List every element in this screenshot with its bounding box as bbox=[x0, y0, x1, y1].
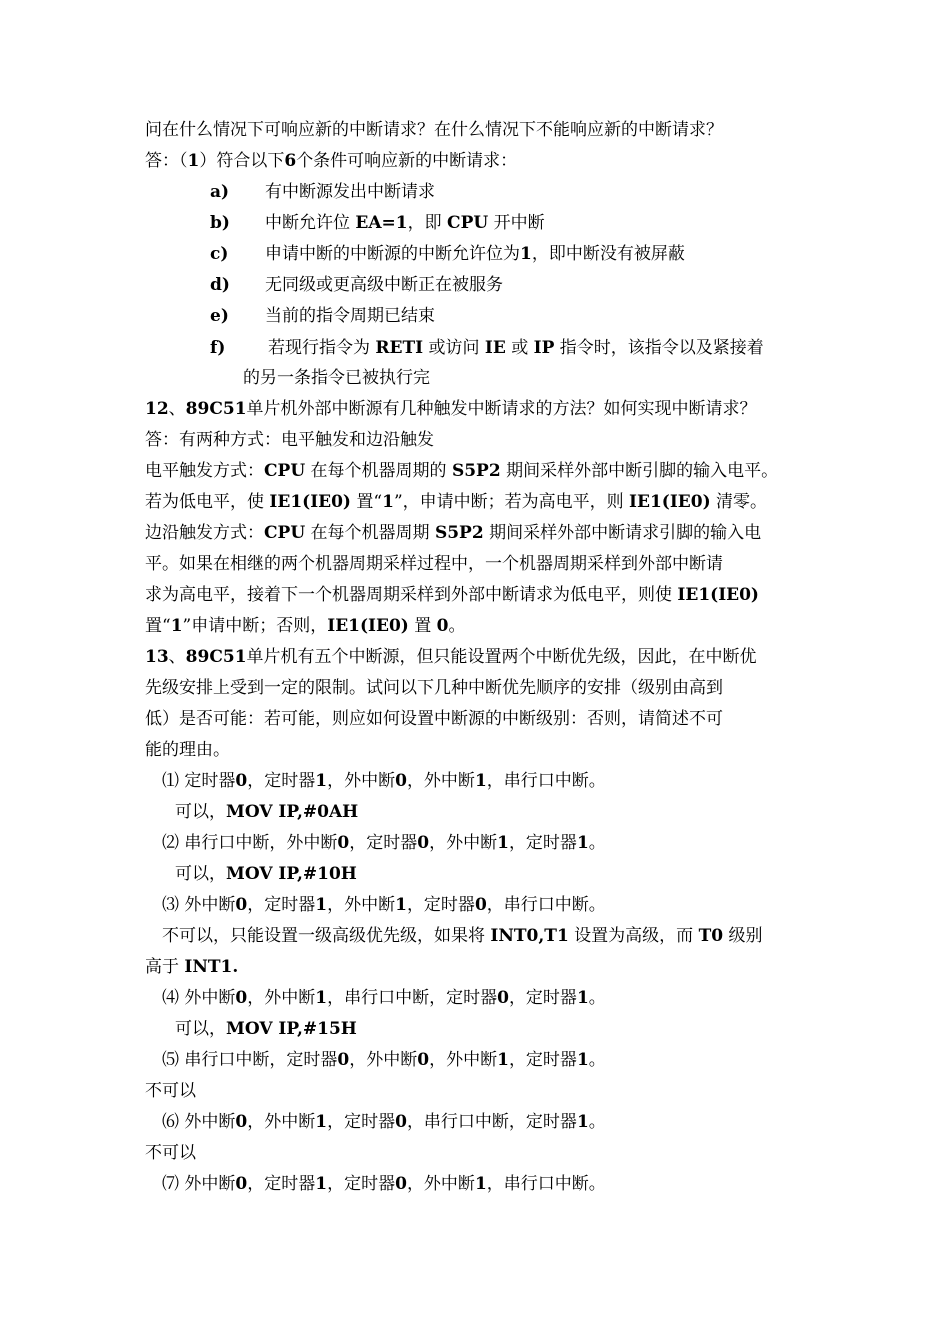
case-6: ⑹ 外中断0，外中断1，定时器0，串行口中断，定时器1。 bbox=[162, 1112, 606, 1132]
condition-marker: b) bbox=[210, 213, 230, 233]
answer-line: 电平触发方式：CPU 在每个机器周期的 S5P2 期间采样外部中断引脚的输入电平。 bbox=[145, 461, 779, 481]
answer-line: 边沿触发方式：CPU 在每个机器周期 S5P2 期间采样外部中断请求引脚的输入电 bbox=[145, 523, 762, 543]
answer-line: 求为高电平，接着下一个机器周期采样到外部中断请求为低电平，则使 IE1(IE0) bbox=[145, 585, 759, 605]
case-2-answer: 可以，MOV IP,#10H bbox=[175, 864, 357, 884]
case-1-answer: 可以，MOV IP,#0AH bbox=[175, 802, 359, 822]
condition-marker: f) bbox=[210, 338, 226, 358]
case-7: ⑺ 外中断0，定时器1，定时器0，外中断1，串行口中断。 bbox=[162, 1174, 606, 1194]
question-line: 先级安排上受到一定的限制。试问以下几种中断优先顺序的安排（级别由高到 bbox=[145, 678, 723, 698]
condition-text: 申请中断的中断源的中断允许位为1，即中断没有被屏蔽 bbox=[265, 244, 685, 264]
case-2: ⑵ 串行口中断，外中断0，定时器0，外中断1，定时器1。 bbox=[162, 833, 606, 853]
condition-text-continued: 的另一条指令已被执行完 bbox=[243, 368, 430, 388]
case-1: ⑴ 定时器0，定时器1，外中断0，外中断1，串行口中断。 bbox=[162, 771, 606, 791]
condition-marker: e) bbox=[210, 306, 229, 326]
condition-marker: d) bbox=[210, 275, 230, 295]
case-5-answer: 不可以 bbox=[145, 1081, 196, 1101]
case-3-answer-continued: 高于 INT1. bbox=[145, 957, 239, 977]
case-6-answer: 不可以 bbox=[145, 1143, 196, 1163]
answer-intro: 答：（1）符合以下6个条件可响应新的中断请求： bbox=[145, 151, 518, 171]
question-13: 13、89C51单片机有五个中断源，但只能设置两个中断优先级，因此，在中断优 bbox=[145, 647, 757, 667]
question-line: 能的理由。 bbox=[145, 740, 230, 760]
condition-marker: c) bbox=[210, 244, 229, 264]
condition-text: 无同级或更高级中断正在被服务 bbox=[265, 275, 503, 295]
condition-text: 若现行指令为 RETI 或访问 IE 或 IP 指令时，该指令以及紧接着 bbox=[268, 338, 764, 358]
case-3-answer: 不可以，只能设置一级高级优先级，如果将 INT0,T1 设置为高级，而 T0 级别 bbox=[162, 926, 763, 946]
condition-text: 有中断源发出中断请求 bbox=[265, 182, 435, 202]
condition-marker: a) bbox=[210, 182, 230, 202]
question-line: 低）是否可能：若可能，则应如何设置中断源的中断级别：否则，请简述不可 bbox=[145, 709, 723, 729]
case-4-answer: 可以，MOV IP,#15H bbox=[175, 1019, 357, 1039]
answer-line: 答：有两种方式：电平触发和边沿触发 bbox=[145, 430, 434, 450]
case-5: ⑸ 串行口中断，定时器0，外中断0，外中断1，定时器1。 bbox=[162, 1050, 606, 1070]
answer-line: 平。如果在相继的两个机器周期采样过程中，一个机器周期采样到外部中断请 bbox=[145, 554, 723, 574]
answer-line: 若为低电平，使 IE1(IE0) 置“1”，申请中断；若为高电平，则 IE1(IE0) 清零。 bbox=[145, 492, 768, 512]
answer-line: 置“1”申请中断；否则，IE1(IE0) 置 0。 bbox=[145, 616, 466, 636]
question-line: 问在什么情况下可响应新的中断请求？在什么情况下不能响应新的中断请求？ bbox=[145, 120, 723, 140]
condition-text: 当前的指令周期已结束 bbox=[265, 306, 435, 326]
question-12: 12、89C51单片机外部中断源有几种触发中断请求的方法？如何实现中断请求？ bbox=[145, 399, 757, 419]
condition-text: 中断允许位 EA=1，即 CPU 开中断 bbox=[265, 213, 545, 233]
case-4: ⑷ 外中断0，外中断1，串行口中断，定时器0，定时器1。 bbox=[162, 988, 606, 1008]
case-3: ⑶ 外中断0，定时器1，外中断1，定时器0，串行口中断。 bbox=[162, 895, 606, 915]
